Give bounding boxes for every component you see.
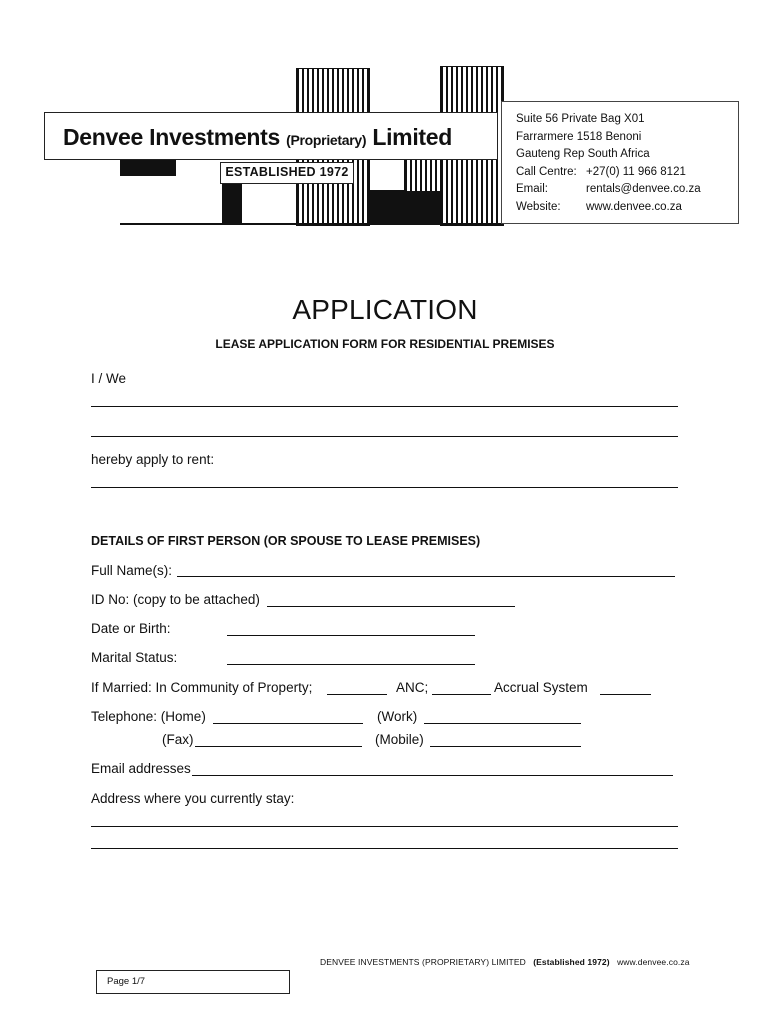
id-no-field[interactable] <box>267 606 515 607</box>
page-number: Page 1/7 <box>107 976 146 987</box>
call-centre-row <box>516 164 738 182</box>
mobile-label: (Mobile) <box>375 732 424 747</box>
apply-to-rent-line[interactable] <box>91 487 678 488</box>
website-value: www.denvee.co.za <box>586 200 682 213</box>
form-subtitle: LEASE APPLICATION FORM FOR RESIDENTIAL PREMISES <box>215 337 555 351</box>
call-centre-label: Call Centre: <box>516 165 577 178</box>
tel-work-field[interactable] <box>424 723 581 724</box>
address-line2: Farrarmere 1518 Benoni <box>516 130 642 143</box>
i-we-label: I / We <box>91 371 127 386</box>
fax-field[interactable] <box>195 746 362 747</box>
website-label: Website: <box>516 200 561 213</box>
logo-building-base <box>368 190 440 224</box>
community-property-field[interactable] <box>327 694 387 695</box>
email-value: rentals@denvee.co.za <box>586 183 701 196</box>
contact-box <box>501 101 739 224</box>
i-we-line-1[interactable] <box>91 406 678 407</box>
full-names-label: Full Name(s): <box>91 563 173 578</box>
page-title: APPLICATION <box>292 294 478 325</box>
address-line-2-field[interactable] <box>91 848 678 849</box>
company-name-proprietary: (Proprietary) <box>286 132 367 148</box>
tel-work-label: (Work) <box>377 709 418 724</box>
footer-text <box>320 957 690 967</box>
anc-label: ANC; <box>396 680 429 695</box>
email-row <box>516 181 738 199</box>
apply-to-rent-label: hereby apply to rent: <box>91 452 215 467</box>
accrual-field[interactable] <box>600 694 651 695</box>
logo-pillar <box>222 184 242 224</box>
company-name-limited: Limited <box>372 124 453 150</box>
address-line-1-field[interactable] <box>91 826 678 827</box>
logo-ground-line <box>120 223 502 225</box>
email-label: Email: <box>516 183 548 196</box>
footer-website: www.denvee.co.za <box>617 957 690 967</box>
section-first-person: DETAILS OF FIRST PERSON (OR SPOUSE TO LEASE PREMISES) <box>91 534 481 548</box>
logo-shadow <box>120 160 176 176</box>
footer-company: DENVEE INVESTMENTS (PROPRIETARY) LIMITED <box>320 957 526 967</box>
marital-status-field[interactable] <box>227 664 475 665</box>
email-addresses-field[interactable] <box>192 775 673 776</box>
address-line1: Suite 56 Private Bag X01 <box>516 113 645 125</box>
accrual-label: Accrual System <box>494 680 588 695</box>
address-line3: Gauteng Rep South Africa <box>516 148 650 161</box>
email-addresses-label: Email addresses <box>91 761 191 776</box>
footer-established: (Established 1972) <box>533 957 610 967</box>
tel-home-label: Telephone: (Home) <box>91 709 206 724</box>
i-we-line-2[interactable] <box>91 436 678 437</box>
address-current-label: Address where you currently stay: <box>91 791 295 806</box>
call-centre-value: +27(0) 11 966 8121 <box>586 165 686 178</box>
if-married-label: If Married: In Community of Property; <box>91 680 313 695</box>
website-row <box>516 199 738 217</box>
company-name-main: Denvee Investments <box>63 124 281 150</box>
marital-status-label: Marital Status: <box>91 650 178 665</box>
page-number-box <box>96 970 290 994</box>
id-no-label: ID No: (copy to be attached) <box>91 592 260 607</box>
company-name-box <box>44 112 498 160</box>
established-badge: ESTABLISHED 1972 <box>220 162 354 184</box>
anc-field[interactable] <box>432 694 491 695</box>
date-of-birth-field[interactable] <box>227 635 475 636</box>
full-names-field[interactable] <box>177 576 675 577</box>
mobile-field[interactable] <box>430 746 581 747</box>
date-of-birth-label: Date or Birth: <box>91 621 171 636</box>
tel-home-field[interactable] <box>213 723 363 724</box>
fax-label: (Fax) <box>162 732 194 747</box>
company-name <box>63 124 452 151</box>
